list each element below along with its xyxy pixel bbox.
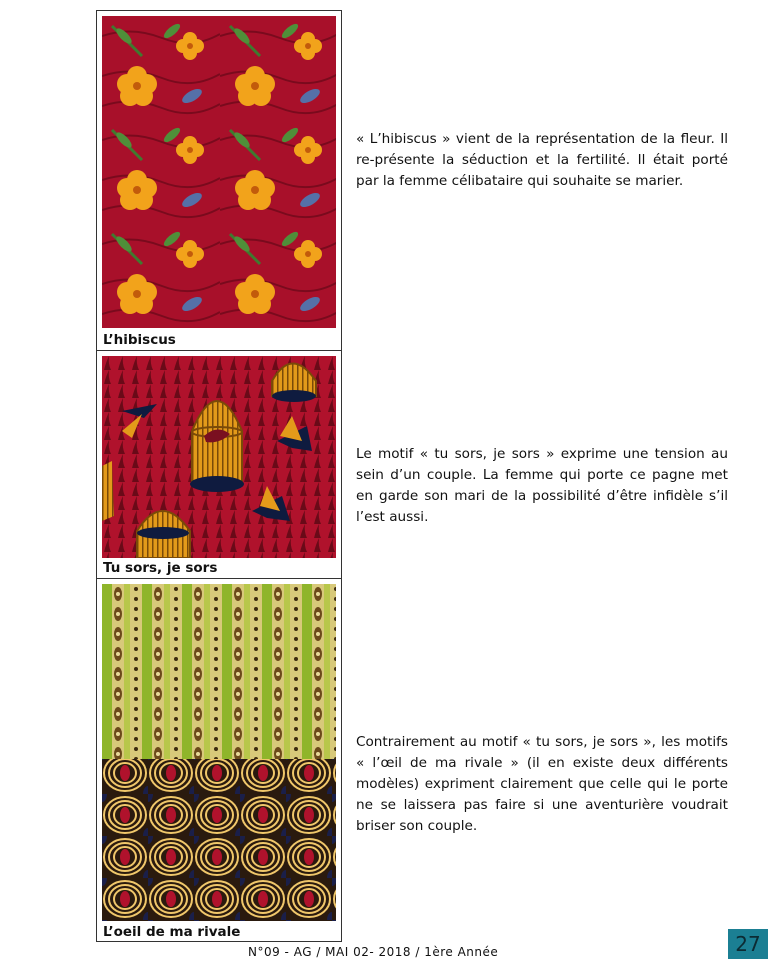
- hibiscus-fabric-image: [102, 16, 336, 328]
- page-number: 27: [728, 929, 768, 959]
- birdcage-fabric-image: [102, 356, 336, 558]
- issue-footer: N°09 - AG / MAI 02- 2018 / 1ère Année: [248, 945, 499, 959]
- caption-tu-sors: Tu sors, je sors: [103, 560, 218, 576]
- fabric-panel-oeil-rivale: [96, 578, 342, 942]
- fabric-panel-tu-sors: [96, 350, 342, 579]
- description-oeil-rivale: Contrairement au motif « tu sors, je sors », les motifs « l’œil de ma rivale » (il en existe deux différents modèles) expriment clairement que celle qui le porte ne se laissera pas faire si une aventurière voudrait briser son couple.: [356, 734, 728, 834]
- fabric-panel-hibiscus: [96, 10, 342, 351]
- caption-oeil-rivale: L’oeil de ma rivale: [103, 924, 241, 940]
- rival-eye-fabric-image: [102, 584, 336, 921]
- caption-hibiscus: L’hibiscus: [103, 332, 176, 348]
- description-hibiscus: « L’hibiscus » vient de la représentation de la fleur. Il re-présente la séduction et la fertilité. Il était porté par la femme célibataire qui souhaite se marier.: [356, 131, 728, 189]
- description-tu-sors: Le motif « tu sors, je sors » exprime une tension au sein d’un couple. La femme qui porte ce pagne met en garde son mari de la possibilité d’être infidèle s’il l’est aussi.: [356, 446, 728, 525]
